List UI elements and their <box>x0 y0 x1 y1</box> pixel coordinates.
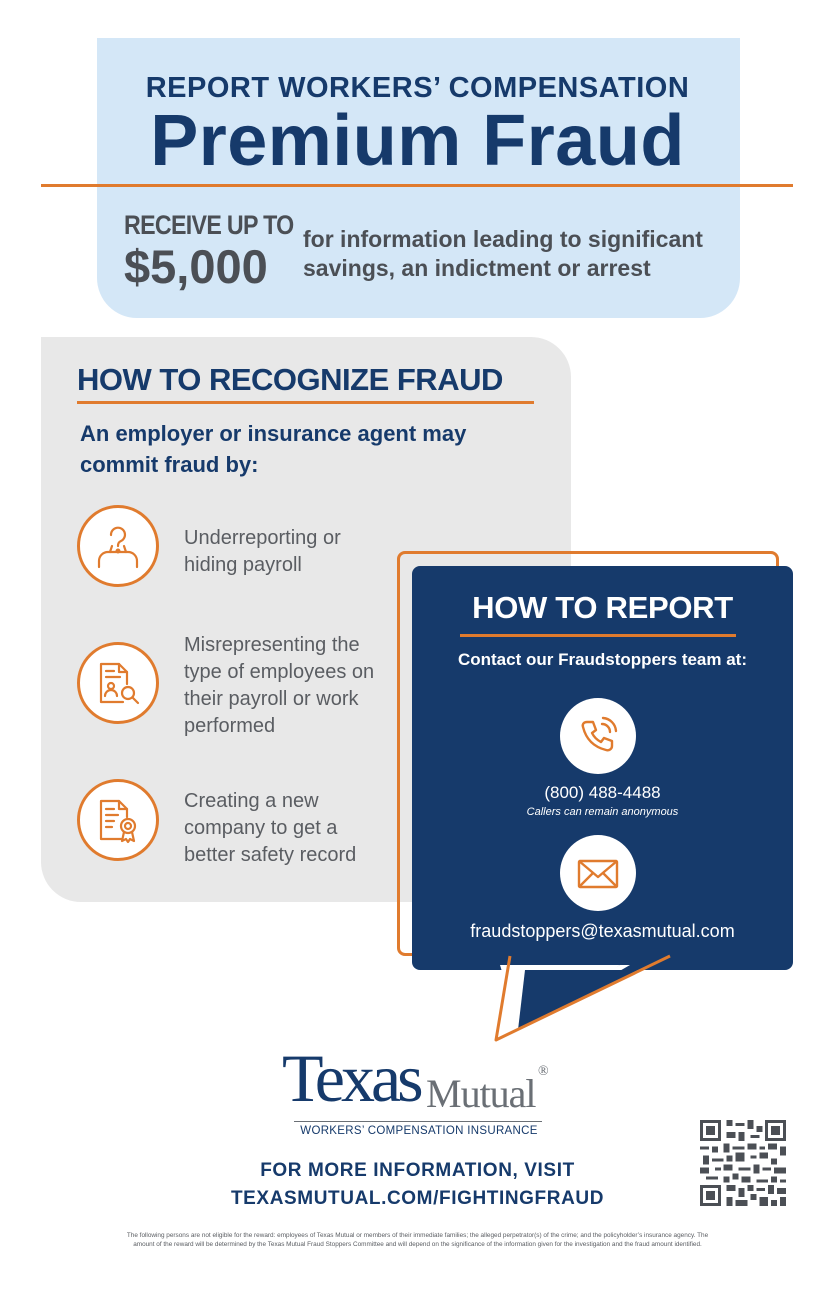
recognize-subtitle: An employer or insurance agent may commit fraud by: <box>80 421 467 477</box>
page-title: Premium Fraud <box>150 101 685 181</box>
reward-amount: $5,000 <box>124 240 268 293</box>
title-divider <box>41 184 793 187</box>
document-search-icon <box>77 642 159 724</box>
logo-divider <box>294 1121 542 1122</box>
banner-kicker: REPORT WORKERS’ COMPENSATION <box>145 72 690 104</box>
disclaimer: The following persons are not eligible for the reward: employees of Texas Mutual or members of their immediate families; the alleged perpetrator(s) of the crime; and the policyholder’s insurance agency. The amount of the reward will be determined by the Texas Mutual Fraud Stoppers Committee and will depend on the significance of the information given for the investigation and the fraud amount identified. <box>126 1232 709 1248</box>
email-link[interactable]: fraudstoppers@texasmutual.com <box>470 921 735 941</box>
reward-prefix: RECEIVE UP TO <box>124 210 294 240</box>
report-title: HOW TO REPORT <box>472 590 733 625</box>
recognize-title: HOW TO RECOGNIZE FRAUD <box>77 362 503 397</box>
phone-icon <box>560 698 636 774</box>
report-divider <box>460 634 736 637</box>
logo-registered-mark: ® <box>538 1064 549 1079</box>
logo-mutual: Mutual <box>426 1071 536 1116</box>
reward-description: for information leading to significant savings, an indictment or arrest <box>303 226 703 281</box>
report-subtitle: Contact our Fraudstoppers team at: <box>457 650 748 669</box>
more-info-line1: FOR MORE INFORMATION, VISIT <box>260 1160 575 1181</box>
fraud-item-2: Misrepresenting the type of employees on their payroll or work performed <box>184 634 375 737</box>
qr-code[interactable] <box>700 1120 786 1206</box>
fraud-item-1: Underreporting or hiding payroll <box>184 527 341 576</box>
recognize-divider <box>77 401 534 404</box>
question-person-icon <box>77 505 159 587</box>
more-info <box>150 1157 685 1213</box>
reward-block <box>124 210 294 293</box>
certificate-icon <box>77 779 159 861</box>
more-info-url[interactable]: TEXASMUTUAL.COM/FIGHTINGFRAUD <box>230 1188 605 1209</box>
phone-note: Callers can remain anonymous <box>526 806 679 818</box>
phone-number[interactable]: (800) 488-4488 <box>544 783 661 802</box>
fraud-item-3: Creating a new company to get a better safety record <box>184 790 357 866</box>
logo-tagline: WORKERS’ COMPENSATION INSURANCE <box>300 1125 538 1137</box>
speech-tail <box>470 950 690 1050</box>
envelope-icon <box>560 835 636 911</box>
logo-texas: Texas <box>282 1040 420 1116</box>
texas-mutual-logo[interactable] <box>282 1038 562 1138</box>
